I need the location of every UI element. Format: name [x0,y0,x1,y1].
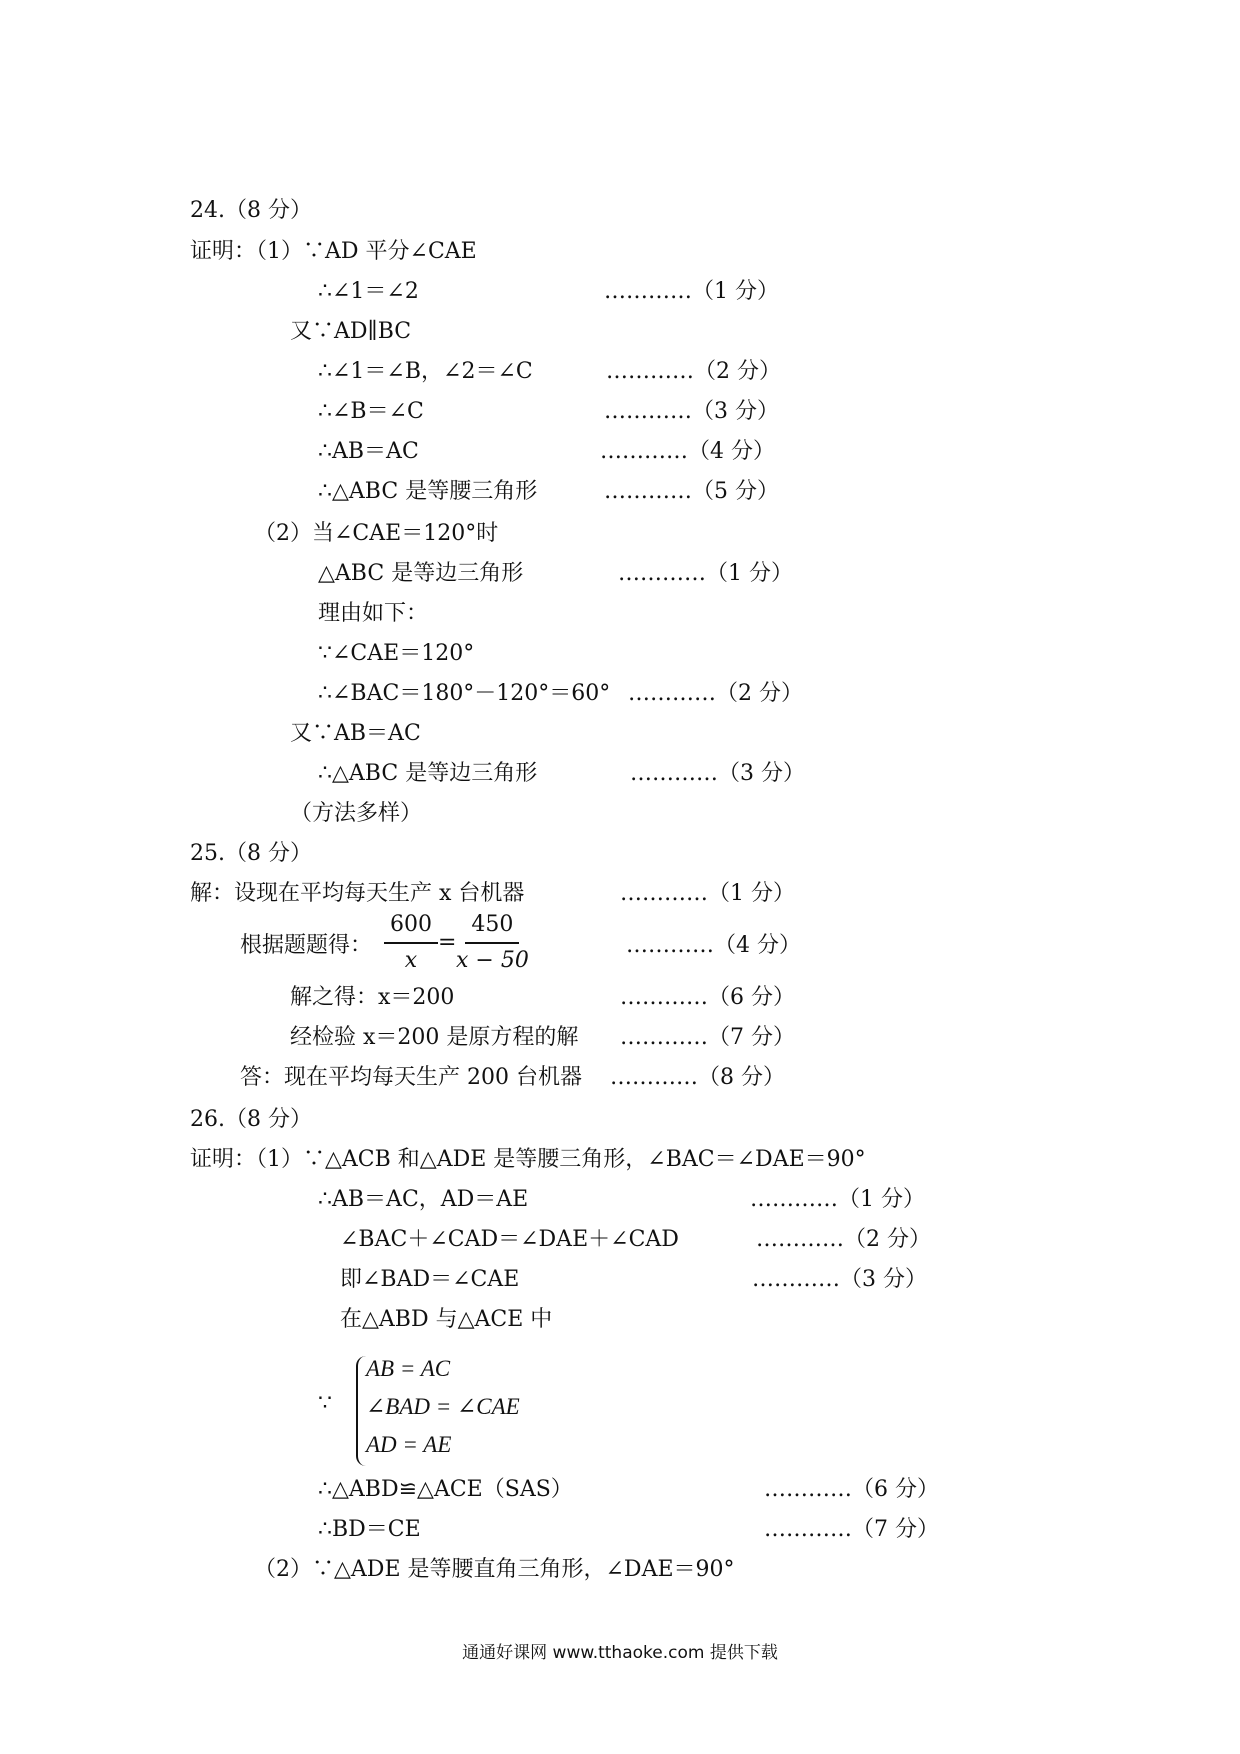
text-line-q24_l13: （方法多样） [290,801,423,826]
score-marker-s24_7: …………（2 分） [628,681,803,706]
text-line-q25_head: 25.（8 分） [190,841,312,866]
text-line-q25_l3: 解之得：x＝200 [290,985,455,1010]
text-line-q24_l11: 又∵AB＝AC [290,721,421,746]
score-marker-s25_3: …………（6 分） [620,985,795,1010]
text-line-q24_l12: ∴△ABC 是等边三角形 [318,761,538,786]
system-row-3: AD = AE [366,1432,452,1457]
text-line-q25_l2: 根据题题得： [240,933,373,958]
score-marker-s25_4: …………（7 分） [620,1025,795,1050]
fraction-right-numerator: 450 [465,912,519,944]
text-line-q26_l7: ∴BD＝CE [318,1517,421,1542]
text-line-q24_l2: 又∵AD∥BC [290,319,412,344]
text-line-q24_l10: ∴∠BAC＝180°－120°＝60° [318,681,611,706]
score-marker-s24_2: …………（2 分） [606,359,781,384]
text-line-q25_l5: 答：现在平均每天生产 200 台机器 [240,1065,582,1090]
text-line-q24_head: 24.（8 分） [190,198,312,223]
text-line-q26_l6: ∴△ABD≌△ACE（SAS） [318,1477,573,1502]
score-marker-s26_4: …………（6 分） [764,1477,939,1502]
text-line-q26_l5: ∵ [318,1391,332,1416]
fraction-equals-sign: = [438,930,457,955]
text-line-q24_l5: ∴AB＝AC [318,439,419,464]
text-line-q24_l7: △ABC 是等边三角形 [318,561,524,586]
text-line-q26_l2: ∠BAC＋∠CAD＝∠DAE＋∠CAD [340,1227,679,1252]
score-marker-s26_5: …………（7 分） [764,1517,939,1542]
text-line-q25_l1: 解：设现在平均每天生产 x 台机器 [190,881,525,906]
score-marker-s24_3: …………（3 分） [604,399,779,424]
page-footer: 通通好课网 www.tthaoke.com 提供下载 [462,1643,778,1663]
fraction-right-denominator: x − 50 [456,948,529,973]
text-line-q24_l4: ∴∠B＝∠C [318,399,424,424]
system-row-1: AB = AC [366,1356,451,1381]
text-line-q26_l3: 即∠BAD＝∠CAE [340,1267,520,1292]
score-marker-s26_1: …………（1 分） [750,1187,925,1212]
score-marker-s24_5: …………（5 分） [604,479,779,504]
fraction-left-numerator: 600 [384,912,438,944]
text-line-q26_l1: ∴AB＝AC，AD＝AE [318,1187,529,1212]
text-line-q24_l1: ∴∠1＝∠2 [318,279,419,304]
text-line-q24_l6: ∴△ABC 是等腰三角形 [318,479,538,504]
text-line-q26_p2: （2）∵△ADE 是等腰直角三角形，∠DAE＝90° [254,1557,735,1582]
score-marker-s24_4: …………（4 分） [600,439,775,464]
text-line-q26_head: 26.（8 分） [190,1107,312,1132]
score-marker-s25_2: …………（4 分） [626,933,801,958]
score-marker-s24_8: …………（3 分） [630,761,805,786]
text-line-q24_l8: 理由如下： [318,601,429,626]
fraction-left [384,912,438,974]
score-marker-s25_5: …………（8 分） [610,1065,785,1090]
score-marker-s26_2: …………（2 分） [756,1227,931,1252]
score-marker-s24_1: …………（1 分） [604,279,779,304]
score-marker-s25_1: …………（1 分） [620,881,795,906]
text-line-q24_l9: ∵∠CAE＝120° [318,641,475,666]
score-marker-s24_6: …………（1 分） [618,561,793,586]
fraction-right [456,912,529,974]
text-line-q26_p1: 证明：（1）∵△ACB 和△ADE 是等腰三角形，∠BAC＝∠DAE＝90° [190,1147,866,1172]
text-line-q25_l4: 经检验 x＝200 是原方程的解 [290,1025,579,1050]
system-row-2: ∠BAD = ∠CAE [366,1394,520,1419]
text-line-q24_l3: ∴∠1＝∠B，∠2＝∠C [318,359,533,384]
text-line-q24_p2: （2）当∠CAE＝120°时 [254,521,499,546]
score-marker-s26_3: …………（3 分） [752,1267,927,1292]
text-line-q26_l4: 在△ABD 与△ACE 中 [340,1307,553,1332]
text-line-q24_p1: 证明：（1）∵AD 平分∠CAE [190,239,477,264]
fraction-left-denominator: x [404,948,418,973]
